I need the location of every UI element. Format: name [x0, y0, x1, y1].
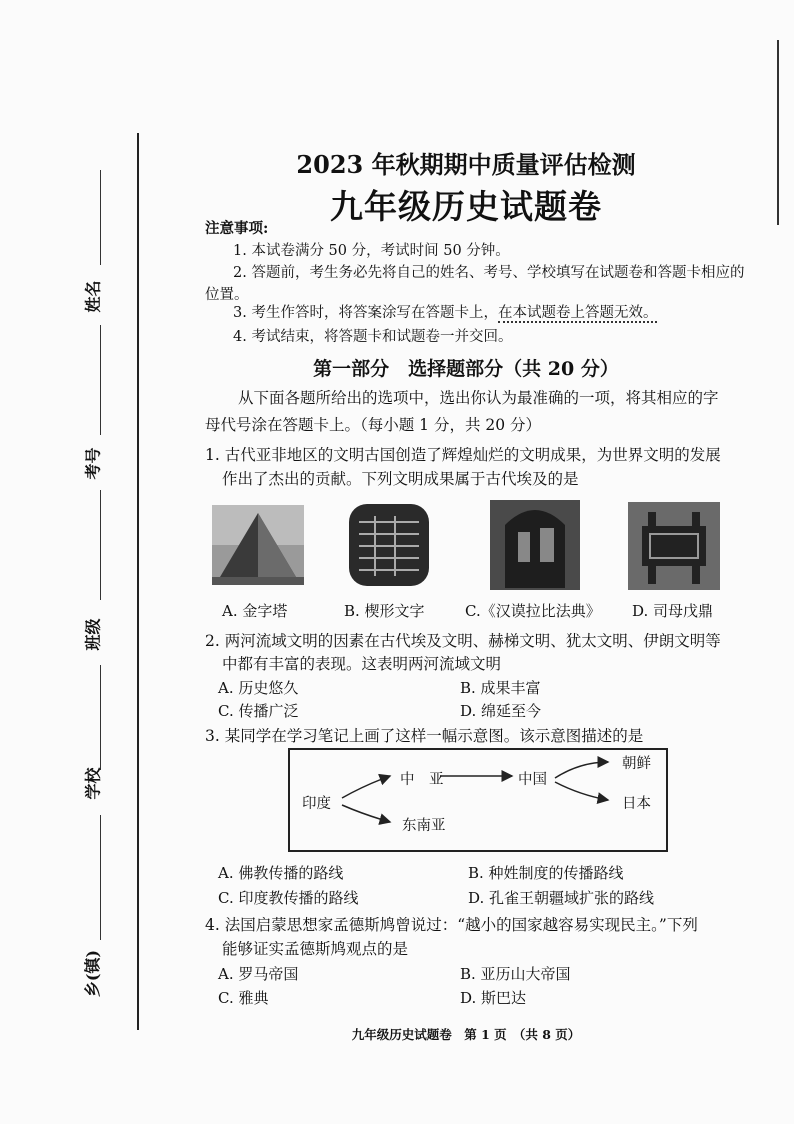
q2-option-b: B. 成果丰富 [460, 679, 541, 697]
q1-option-c: C.《汉谟拉比法典》 [465, 602, 601, 620]
town-label: 乡(镇) [83, 949, 103, 998]
page-footer: 九年级历史试题卷 第 1 页 （共 8 页） [351, 1027, 581, 1042]
spread-route-diagram [288, 748, 668, 852]
name-fill-line [100, 170, 101, 265]
diagram-southeast-asia: 东南亚 [402, 818, 446, 834]
q1-stem: 1. 古代亚非地区的文明古国创造了辉煌灿烂的文明成果，为世界文明的发展 [205, 446, 721, 464]
q4-stem-cont: 能够证实孟德斯鸠观点的是 [222, 940, 409, 958]
name-label: 姓名 [83, 280, 103, 313]
school-fill-line [100, 665, 101, 770]
q1-stem-cont: 作出了杰出的贡献。下列文明成果属于古代埃及的是 [222, 470, 579, 488]
q3-option-d: D. 孔雀王朝疆域扩张的路线 [468, 889, 655, 907]
note-4: 4. 考试结束，将答题卡和试题卷一并交回。 [233, 329, 513, 345]
binding-line [137, 133, 139, 1030]
diagram-arrows [290, 750, 666, 850]
q4-option-c: C. 雅典 [218, 989, 269, 1007]
section-intro-cont: 母代号涂在答题卡上。（每小题 1 分，共 20 分） [205, 416, 542, 434]
school-label: 学校 [83, 767, 103, 800]
q3-option-b: B. 种姓制度的传播路线 [468, 864, 624, 882]
diagram-korea: 朝鲜 [622, 756, 651, 772]
exam-title: 2023 年秋期期中质量评估检测 [296, 150, 636, 179]
class-fill-line [100, 490, 101, 600]
section-intro: 从下面各题所给出的选项中，选出你认为最准确的一项，将其相应的字 [238, 389, 719, 407]
note-2: 2. 答题前，考生务必先将自己的姓名、考号、学校填写在试题卷和答题卡相应的 [233, 265, 745, 281]
diagram-central-asia: 中 亚 [400, 772, 444, 788]
q2-stem-cont: 中都有丰富的表现。这表明两河流域文明 [222, 655, 502, 673]
q4-stem: 4. 法国启蒙思想家孟德斯鸠曾说过：“越小的国家越容易实现民主。”下列 [205, 916, 698, 934]
diagram-china: 中国 [518, 772, 547, 788]
q1-option-d: D. 司母戊鼎 [632, 602, 714, 620]
note-2-cont: 位置。 [205, 287, 249, 303]
q4-option-a: A. 罗马帝国 [218, 965, 299, 983]
simuwu-ding-image [628, 502, 720, 590]
q1-option-b: B. 楔形文字 [344, 602, 425, 620]
q2-option-c: C. 传播广泛 [218, 702, 299, 720]
note-3-text: 3. 考生作答时，将答案涂写在答题卡上， [233, 305, 498, 321]
q3-option-a: A. 佛教传播的路线 [218, 864, 344, 882]
q2-option-d: D. 绵延至今 [460, 702, 542, 720]
pyramid-image [212, 505, 304, 585]
note-1: 1. 本试卷满分 50 分，考试时间 50 分钟。 [233, 243, 510, 259]
diagram-japan: 日本 [622, 796, 651, 812]
exam-no-fill-line [100, 325, 101, 435]
exam-no-label: 考号 [83, 447, 103, 480]
q2-stem: 2. 两河流域文明的因素在古代埃及文明、赫梯文明、犹太文明、伊朗文明等 [205, 632, 721, 650]
paper-title: 九年级历史试题卷 [330, 187, 602, 226]
q1-option-a: A. 金字塔 [222, 602, 288, 620]
hammurabi-code-image [490, 500, 580, 590]
q3-stem: 3. 某同学在学习笔记上画了这样一幅示意图。该示意图描述的是 [205, 727, 644, 745]
section-title: 第一部分 选择题部分（共 20 分） [313, 358, 619, 380]
q2-option-a: A. 历史悠久 [218, 679, 299, 697]
q3-option-c: C. 印度教传播的路线 [218, 889, 359, 907]
class-label: 班级 [83, 618, 103, 651]
notes-heading: 注意事项: [205, 220, 269, 237]
note-3-emphasis: 在本试题卷上答题无效。 [497, 305, 658, 321]
town-fill-line [100, 815, 101, 940]
diagram-india: 印度 [302, 796, 331, 812]
q4-option-b: B. 亚历山大帝国 [460, 965, 571, 983]
cuneiform-tablet-image [345, 500, 433, 590]
note-3 [233, 302, 657, 324]
q4-option-d: D. 斯巴达 [460, 989, 527, 1007]
